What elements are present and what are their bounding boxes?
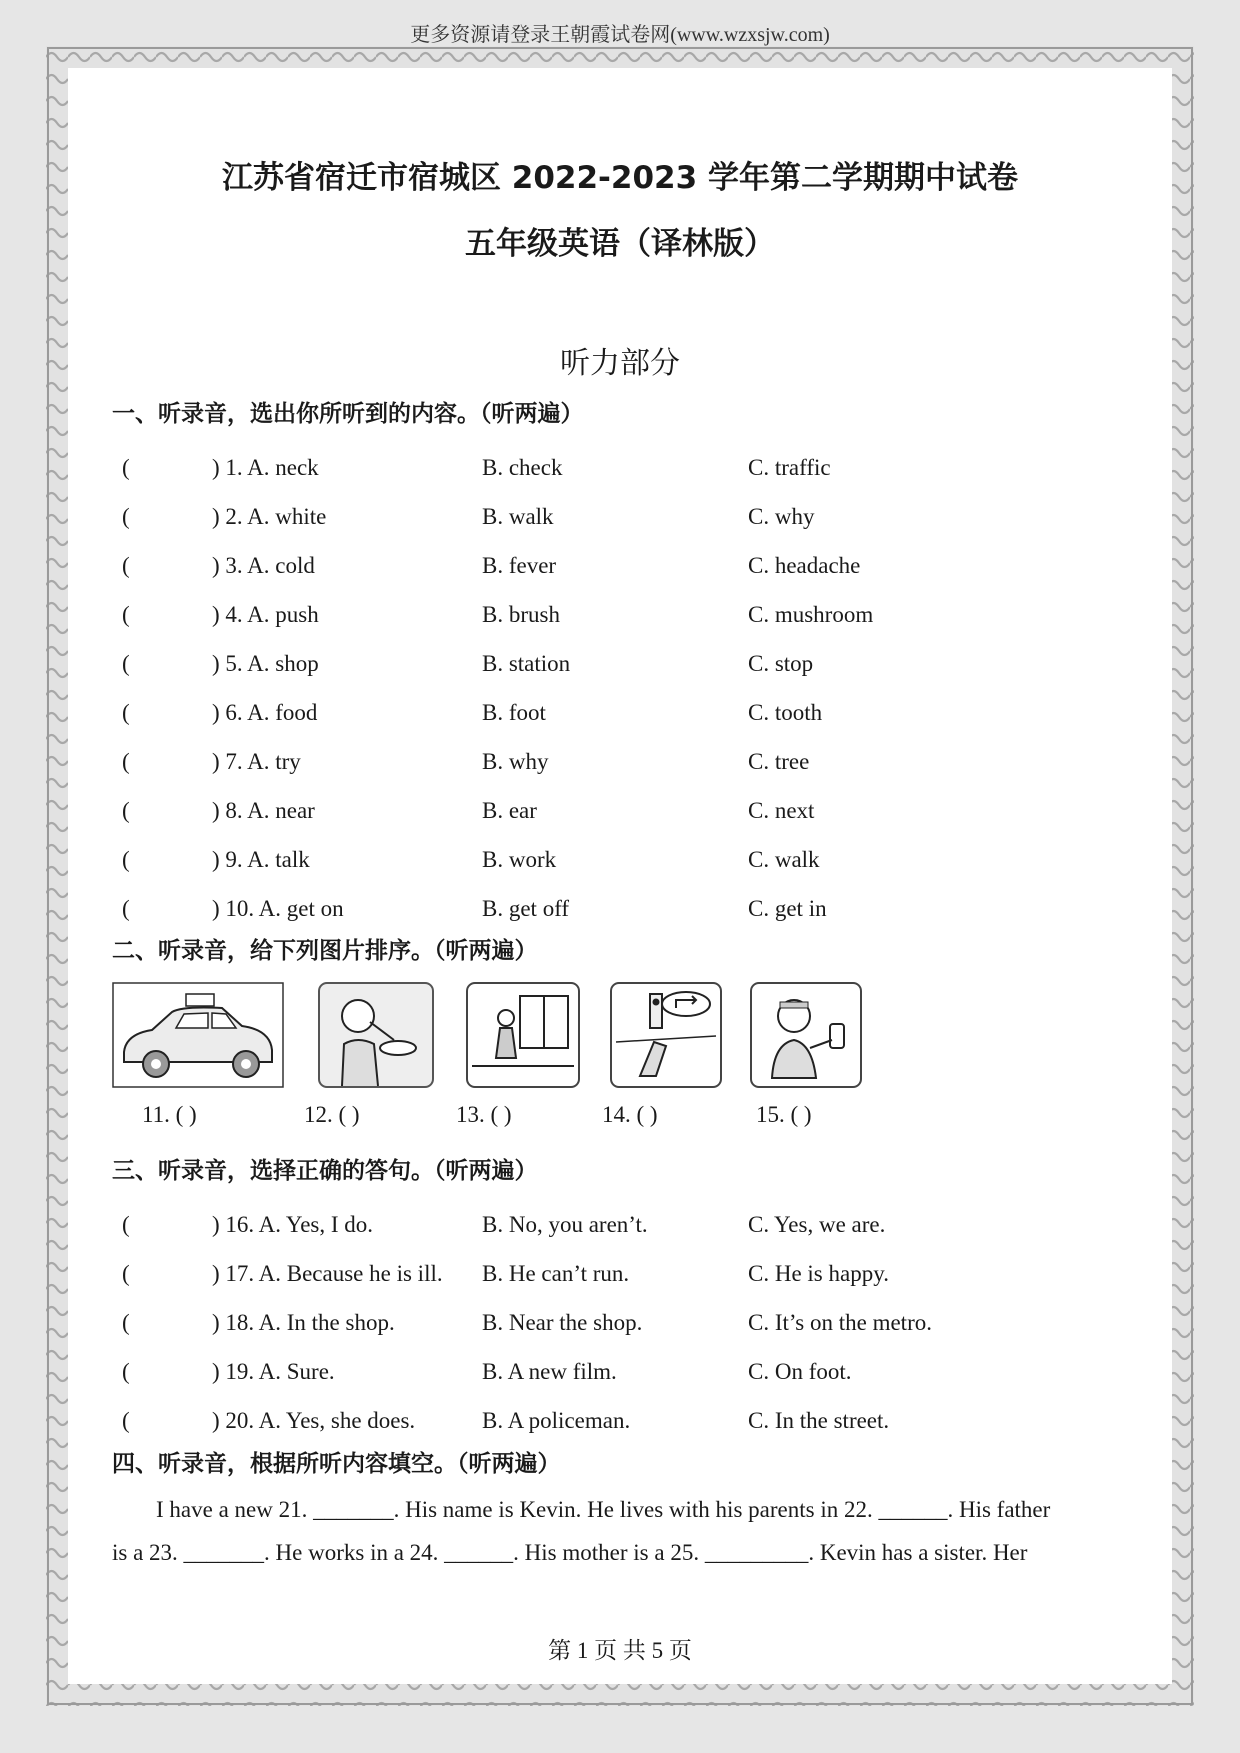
option-b: B. Near the shop. [482,1310,643,1335]
option-c: C. why [748,504,815,529]
eating-icon [318,982,434,1088]
answer-paren-left: ( [122,896,130,921]
question-row-19 [112,1352,1132,1392]
question-row-17 [112,1254,1132,1294]
answer-label-15: 15. ( ) [756,1102,812,1127]
site-watermark-note: 更多资源请登录王朝霞试卷网(www.wzxsjw.com) [410,24,830,46]
question-row-8 [112,791,1132,831]
answer-paren-left: ( [122,1408,130,1433]
option-a: ) 6. A. food [212,700,318,725]
option-a: ) 17. A. Because he is ill. [212,1261,443,1286]
traffic-light-icon [610,982,722,1088]
answer-paren-left: ( [122,1261,130,1286]
answer-paren-left: ( [122,749,130,774]
option-c: C. get in [748,896,827,921]
option-b: B. fever [482,553,557,578]
option-c: C. In the street. [748,1408,890,1433]
question-row-1 [112,448,1132,488]
passage-line-1: I have a new 21. _______. His name is Kevin. He lives with his parents in 22. ______. His father [156,1497,1051,1522]
option-a: ) 4. A. push [212,602,319,627]
option-c: C. He is happy. [748,1261,889,1286]
option-c: C. next [748,798,815,823]
option-c: C. Yes, we are. [748,1212,886,1237]
question-row-20 [112,1401,1132,1441]
option-a: ) 5. A. shop [212,651,319,676]
option-b: B. A new film. [482,1359,617,1384]
question-row-5 [112,644,1132,684]
section3-heading: 三、听录音，选择正确的答句。（听两遍） [112,1158,538,1184]
picture-boy-eating [318,982,434,1088]
option-b: B. why [482,749,549,774]
question-row-10 [112,889,1132,929]
option-c: C. traffic [748,455,831,480]
option-b: B. station [482,651,571,676]
option-c: C. tree [748,749,810,774]
option-a: ) 2. A. white [212,504,327,529]
option-a: ) 20. A. Yes, she does. [212,1408,416,1433]
answer-paren-left: ( [122,847,130,872]
option-a: ) 16. A. Yes, I do. [212,1212,374,1237]
exam-title: 江苏省宿迁市宿城区 2022-2023 学年第二学期期中试卷 [221,160,1018,196]
question-row-7 [112,742,1132,782]
question-row-2 [112,497,1132,537]
question-row-6 [112,693,1132,733]
answer-paren-left: ( [122,602,130,627]
option-a: ) 1. A. neck [212,455,319,480]
option-c: C. On foot. [748,1359,852,1384]
option-b: B. brush [482,602,560,627]
option-a: ) 8. A. near [212,798,315,823]
section4-heading: 四、听录音，根据所听内容填空。（听两遍） [112,1451,561,1477]
section1-heading: 一、听录音，选出你所听到的内容。（听两遍） [112,401,584,427]
option-b: B. He can’t run. [482,1261,630,1286]
picture-traffic-sign [610,982,722,1088]
answer-label-13: 13. ( ) [456,1102,512,1127]
option-a: ) 10. A. get on [212,896,344,921]
option-c: C. It’s on the metro. [748,1310,932,1335]
picture-taxi [112,982,284,1088]
answer-paren-left: ( [122,1310,130,1335]
part-title: 听力部分 [560,346,680,381]
answer-paren-left: ( [122,504,130,529]
passage-line-2: is a 23. _______. He works in a 24. ______. His mother is a 25. _________. Kevin has a sister. Her [112,1540,1028,1565]
answer-label-14: 14. ( ) [602,1102,658,1127]
answer-paren-left: ( [122,455,130,480]
option-c: C. mushroom [748,602,874,627]
taxi-icon [112,982,284,1088]
question-row-18 [112,1303,1132,1343]
picture-metro [466,982,580,1088]
option-c: C. headache [748,553,861,578]
answer-paren-left: ( [122,700,130,725]
option-b: B. walk [482,504,554,529]
answer-paren-left: ( [122,651,130,676]
option-a: ) 18. A. In the shop. [212,1310,395,1335]
option-b: B. get off [482,896,570,921]
option-b: B. ear [482,798,537,823]
picture-sick-boy [750,982,862,1088]
medicine-icon [750,982,862,1088]
page-number: 第 1 页 共 5 页 [548,1638,692,1663]
answer-label-12: 12. ( ) [304,1102,360,1127]
option-a: ) 7. A. try [212,749,301,774]
metro-icon [466,982,580,1088]
option-b: B. No, you aren’t. [482,1212,648,1237]
option-b: B. work [482,847,557,872]
option-a: ) 3. A. cold [212,553,315,578]
option-c: C. stop [748,651,814,676]
option-c: C. walk [748,847,820,872]
option-b: B. A policeman. [482,1408,631,1433]
option-b: B. foot [482,700,546,725]
answer-paren-left: ( [122,798,130,823]
answer-paren-left: ( [122,1359,130,1384]
question-row-4 [112,595,1132,635]
question-row-3 [112,546,1132,586]
exam-subject-title: 五年级英语（译林版） [465,226,775,262]
answer-label-11: 11. ( ) [142,1102,197,1127]
question-row-16 [112,1205,1132,1245]
option-a: ) 9. A. talk [212,847,310,872]
option-c: C. tooth [748,700,823,725]
answer-paren-left: ( [122,1212,130,1237]
question-row-9 [112,840,1132,880]
picture-answer-labels [142,1102,942,1142]
option-b: B. check [482,455,563,480]
section2-heading: 二、听录音，给下列图片排序。（听两遍） [112,938,538,964]
option-a: ) 19. A. Sure. [212,1359,335,1384]
answer-paren-left: ( [122,553,130,578]
